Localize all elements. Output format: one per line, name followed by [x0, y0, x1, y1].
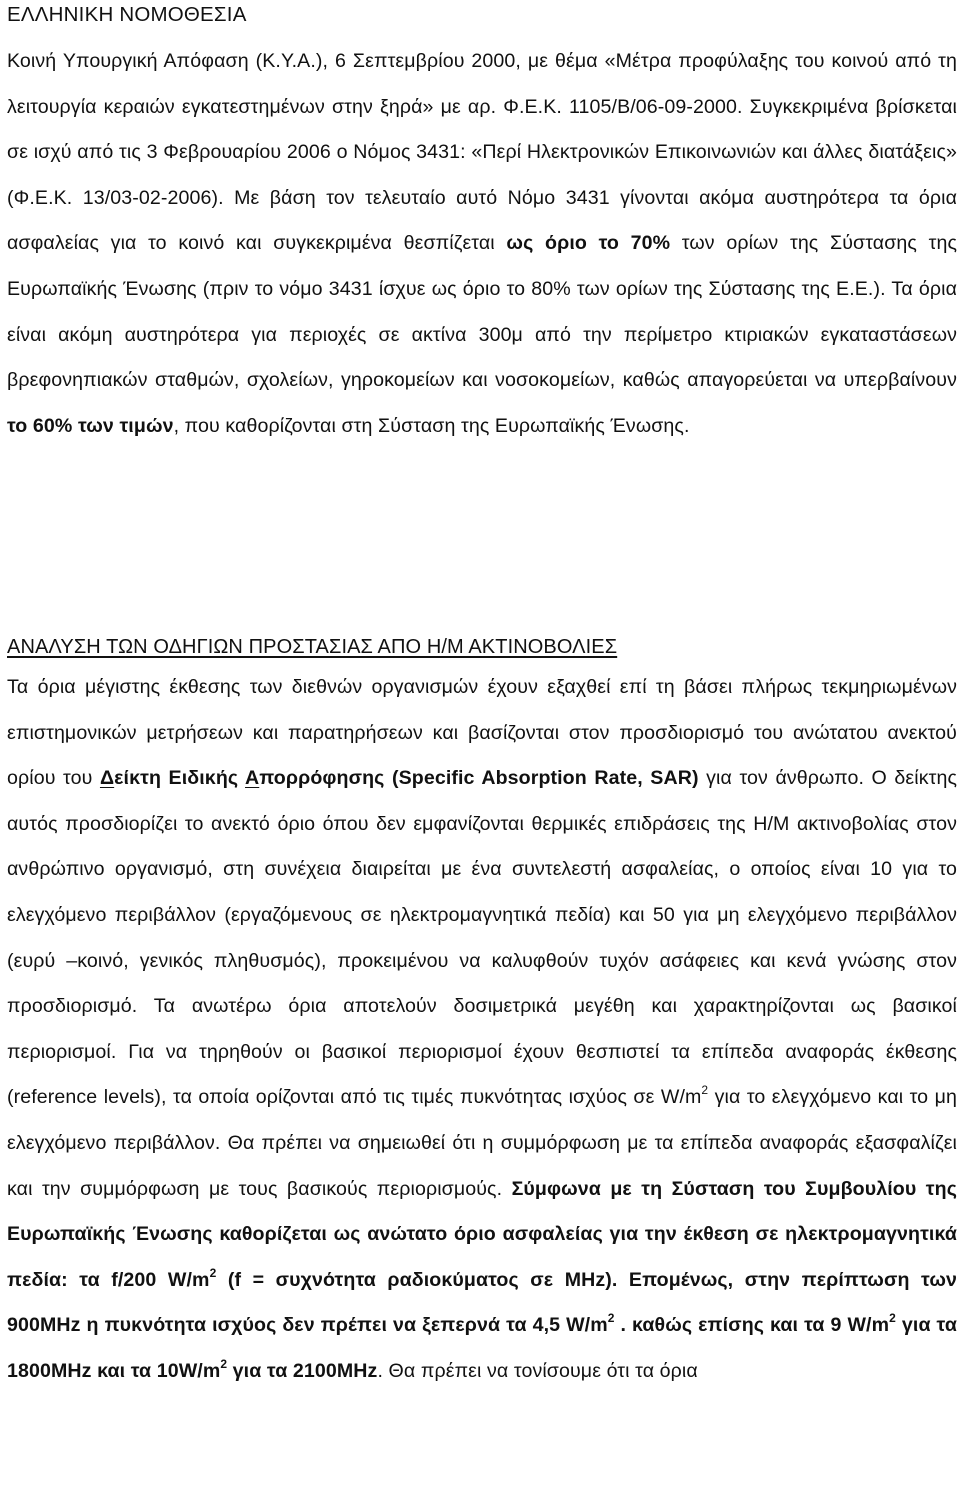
superscript: 2 [209, 1265, 217, 1280]
text-run: (f = συχνότητα ραδιοκύματος σε MHz). Επομένως, στην περίπτωση των 900MHz η πυκνότητα ισχύος δεν πρέπει να ξεπερνά τα 4,5 W/m [7, 1268, 957, 1337]
text-run: για το ελεγχόμενο και το μη ελεγχόμενο περιβάλλον. Θα πρέπει να σημειωθεί ότι η συμμόρφωση με τα επίπεδα αναφοράς εξασφαλίζει και την συμμόρφωση με τους βασικούς περιορισμούς. [7, 1086, 957, 1200]
text-run: για τα 1800MHz και τα 10W/m [7, 1314, 958, 1382]
text-run: . καθώς επίσης και τα 9 W/m [614, 1314, 890, 1337]
text-run: των ορίων της Σύστασης της Ευρωπαϊκής Ένωσης (πριν το νόμο 3431 ίσχυε ως όριο το 80% των ορίων της Σύστασης της Ε.Ε.). Τα όρια είναι ακόμη αυστηρότερα για περιοχές σε ακτίνα 300μ από την περίμετρο κτιριακών εγκαταστάσεων βρεφονηπιακών σταθμών, σχολείων, γηροκομείων και νοσοκομείων, καθώς απαγορεύεται να υπερβαίνουν [7, 232, 957, 392]
section-title: ΑΝΑΛΥΣΗ ΤΩΝ ΟΔΗΓΙΩΝ ΠΡΟΣΤΑΣΙΑΣ ΑΠΟ Η/Μ ΑΚΤΙΝΟΒΟΛΙΕΣ [7, 636, 618, 658]
analysis-paragraph [7, 665, 957, 1395]
text-run: . Θα πρέπει να τονίσουμε ότι τα όρια [377, 1359, 698, 1382]
underlined-letter: Α [245, 767, 260, 790]
legislation-paragraph [7, 39, 957, 449]
bold-text: ως όριο το 70% [506, 232, 671, 255]
text-run: πορρόφησης (Specific Absorption Rate, SAR) [259, 767, 699, 790]
superscript: 2 [220, 1356, 228, 1371]
underlined-letter: Δ [99, 767, 115, 790]
superscript: 2 [889, 1311, 896, 1326]
text-run: για τα 2100MHz [227, 1359, 378, 1382]
superscript: 2 [701, 1083, 709, 1098]
text-run: για τον άνθρωπο. Ο δείκτης αυτός προσδιορίζει το ανεκτό όριο όπου δεν εμφανίζονται θερμικές επιδράσεις της Η/Μ ακτινοβολίας στον ανθρώπινο οργανισμό, στη συνέχεια διαιρείται με ένα συντελεστή ασφαλείας, ο οποίος είναι 10 για το ελεγχόμενο περιβάλλον (εργαζόμενους σε ηλεκτρομαγνητικά πεδία) και 50 για μη ελεγχόμενο περιβάλλον (ευρύ –κοινό, γενικός πληθυσμός), προκειμένου να καλυφθούν τυχόν ασάφειες και κενά γνώσης στον προσδιορισμό. Τα ανωτέρω όρια αποτελούν δοσιμετρικά μεγέθη και χαρακτηρίζονται ως βασικοί περιορισμοί. Για να τηρηθούν οι βασικοί περιορισμοί έχουν θεσπιστεί τα επίπεδα αναφοράς έκθεσης (reference levels), τα οποία ορίζονται από τις τιμές πυκνότητας ισχύος σε W/m [7, 767, 957, 1109]
bold-text [7, 1178, 957, 1382]
text-run: Τα όρια μέγιστης έκθεσης των διεθνών οργανισμών έχουν εξαχθεί επί τη βάσει πλήρως τεκμηριωμένων επιστημονικών μετρήσεων και παρατηρήσεων και βασίζονται στον προσδιορισμό του ανώτατου ανεκτού ορίου του [7, 676, 957, 790]
text-run: , που καθορίζονται στη Σύσταση της Ευρωπαϊκής Ένωσης. [173, 414, 690, 437]
bold-text [100, 767, 699, 789]
text-run: Κοινή Υπουργική Απόφαση (Κ.Υ.Α.), 6 Σεπτεμβρίου 2000, με θέμα «Μέτρα προφύλαξης του κοινού από τη λειτουργία κεραιών εγκατεστημένων στην ξηρά» με αρ. Φ.Ε.Κ. 1105/Β/06-09-2000. Συγκεκριμένα βρίσκεται σε ισχύ από τις 3 Φεβρουαρίου 2006 ο Νόμος 3431: «Περί Ηλεκτρονικών Επικοινωνιών και άλλες διατάξεις» (Φ.Ε.Κ. 13/03-02-2006). Με βάση τον τελευταίο αυτό Νόμο 3431 γίνονται ακόμα αυστηρότερα τα όρια ασφαλείας για το κοινό και συγκεκριμένα θεσπίζεται [7, 50, 957, 255]
page-heading: ΕΛΛΗΝΙΚΗ ΝΟΜΟΘΕΣΙΑ [7, 3, 247, 26]
superscript: 2 [607, 1311, 615, 1326]
text-run: είκτη Ειδικής [114, 767, 245, 790]
bold-text: το 60% των τιμών [7, 414, 174, 437]
text-run: Σύμφωνα με τη Σύσταση του Συμβουλίου της Ευρωπαϊκής Ένωσης καθορίζεται ως ανώτατο όριο ασφαλείας για την έκθεση σε ηλεκτρομαγνητικά πεδία: τα f/200 W/m [7, 1177, 957, 1291]
